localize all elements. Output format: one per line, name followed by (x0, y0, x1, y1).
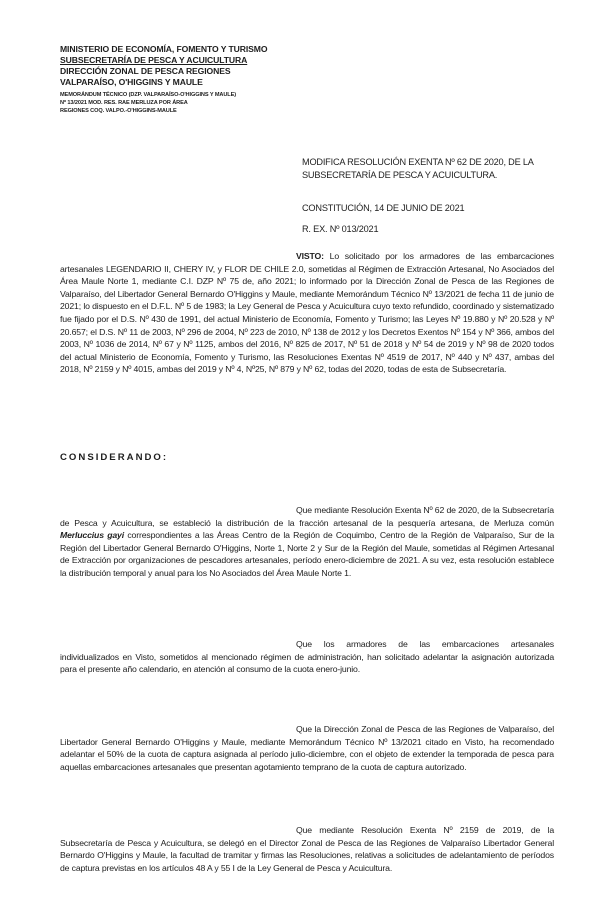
direccion-zonal-name: DIRECCIÓN ZONAL DE PESCA REGIONES (60, 66, 231, 76)
paragraph-lead: Que los armadores de las embarcaciones (296, 639, 499, 649)
paragraph-text: 2019, de la Subsecretaría de Pesca y Acuicultura, se delegó en el Director Zonal de Pesca de las Regiones de Valparaíso Libertador General Bernardo O'Higgins y Maule, la facultad de tramitar y firmas las Resoluciones, relativas a solicitudes de adelantamiento de períodos de captura previstas en los artículos 48 A y 55 I de la Ley General de Pesca y Acuicultura. (60, 825, 554, 873)
paragraph-lead: Que mediante Resolución Exenta Nº 62 de 2020, (296, 505, 480, 515)
place-date: CONSTITUCIÓN, 14 DE JUNIO DE 2021 (302, 203, 465, 213)
memo-line: REGIONES COQ. VALPO.-O'HIGGINS-MAULE (60, 108, 177, 114)
visto-label: VISTO: (296, 251, 324, 261)
paragraph-text: de la Subsecretaría de Pesca y Acuicultura, se estableció la distribución de la fracción artesanal de la pesquería artesana, de Merluza común (60, 505, 554, 528)
considerando-paragraph-3 (60, 723, 554, 773)
ministry-name: MINISTERIO DE ECONOMÍA, FOMENTO Y TURISMO (60, 44, 268, 54)
considerando-heading: CONSIDERANDO: (60, 452, 169, 463)
memo-line: Nº 13/2021 MOD. RES. RAE MERLUZA POR ÁREA (60, 100, 188, 106)
letterhead (60, 44, 320, 115)
paragraph-lead: Que mediante Resolución Exenta Nº 2159 de (296, 825, 496, 835)
paragraph-text: artesanales individualizados en Visto, sometidos al mencionado régimen de administración, han solicitado adelantar la asignación autorizada para el presente año calendario, en atención al consumo de la cuota enero-junio. (60, 639, 554, 675)
paragraph-text: correspondientes a las Áreas Centro de la Región de Coquimbo, Centro de la Región de Valparaíso, Sur de la Región del Libertador General Bernardo O'Higgins, Norte 1, Norte 2 y Sur de la Región del Maule, sometidas al Régimen Artesanal de Extracción por organizaciones de pescadores artesanales, período enero-diciembre de 2021. A su vez, esta resolución establece la distribución temporal y anual para los No Asociados del Área Maule Norte 1. (60, 530, 555, 578)
paragraph-lead: Que la Dirección Zonal de Pesca de las Regiones (296, 724, 484, 734)
regions-name: VALPARAÍSO, O'HIGGINS Y MAULE (60, 77, 203, 87)
resolution-number: R. EX. Nº 013/2021 (302, 224, 379, 234)
memo-line: MEMORÁNDUM TÉCNICO (DZP. VALPARAÍSO-O'HIGGINS Y MAULE) (60, 92, 236, 98)
paragraph-text: de Valparaíso, del Libertador General Bernardo O'Higgins y Maule, mediante Memorándum Técnico Nº 13/2021 citado en Visto, ha recomendado adelantar el 50% de la cuota de captura asignada al período julio-diciembre, con el objeto de extender la temporada de pesca para aquellas embarcaciones artesanales que presentan agotamiento temprano de la cuota de captura autorizado. (60, 724, 555, 772)
subsecretaria-name: SUBSECRETARÍA DE PESCA Y ACUICULTURA (60, 55, 248, 65)
species-name: Merluccius gayi (60, 530, 124, 541)
resolution-subject: MODIFICA RESOLUCIÓN EXENTA Nº 62 DE 2020, DE LA SUBSECRETARÍA DE PESCA Y ACUICULTURA. (302, 157, 534, 180)
memo-reference (60, 91, 320, 115)
considerando-paragraph-4 (60, 824, 554, 874)
considerando-paragraph-1 (60, 504, 554, 580)
visto-text: Lo solicitado por los armadores de las embarcaciones artesanales LEGENDARIO II, CHERY IV, y FLOR DE CHILE 2.0, sometidas al Régimen de Extracción Artesanal, No Asociados del Área Maule Norte 1, mediante C.I. DZP Nº 75 de, año 2021; lo informado por la Dirección Zonal de Pesca de las Regiones de Valparaíso, del Libertador General Bernardo O'Higgins y Maule, mediante Memorándum Técnico Nº 13/2021 de fecha 11 de junio de 2021; lo dispuesto en el D.F.L. Nº 5 de 1983; la Ley General de Pesca y Acuicultura cuyo texto refundido, coordinado y sistematizado fue fijado por el D.S. Nº 430 de 1991, del actual Ministerio de Economía, Fomento y Turismo; las Leyes Nº 19.880 y Nº 20.528 y Nº 20.657; el D.S. Nº 11 de 2003, Nº 296 de 2004, Nº 223 de 2010, Nº 138 de 2012 y los Decretos Exentos Nº 154 y Nº 366, ambos del 2003, Nº 1036 de 2014, Nº 67 y Nº 1125, ambos del 2016, Nº 825 de 2017, Nº 51 de 2018 y Nº 54 de 2019 y Nº 98 de 2020 todos del actual Ministerio de Economía, Fomento y Turismo, las Resoluciones Exentas Nº 4519 de 2017, Nº 440 y Nº 437, ambas del 2018, Nº 2159 y Nº 4015, ambas del 2019 y Nº 4, Nº25, Nº 879 y Nº 62, todas del 2020, todas de esta de Subsecretaría. (60, 251, 555, 375)
visto-section (60, 250, 554, 376)
considerando-paragraph-2 (60, 638, 554, 676)
